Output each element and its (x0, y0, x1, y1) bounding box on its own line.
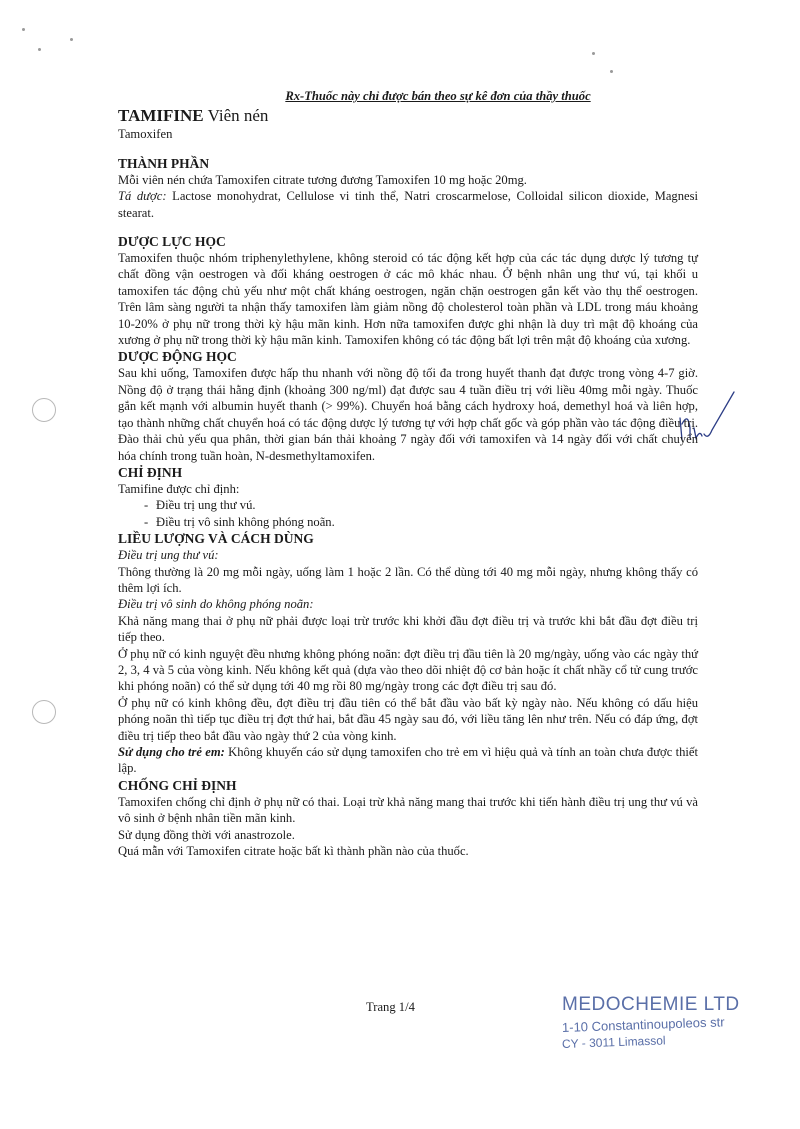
stamp-address-line2: CY - 3011 Limassol (561, 1033, 666, 1051)
stamp-company: MEDOCHEMIE LTD (562, 994, 740, 1015)
list-item-text: Điều trị ung thư vú. (156, 498, 256, 513)
scan-speck (38, 48, 41, 51)
pharmacodynamics-text: Tamoxifen thuộc nhóm triphenylethylene, không steroid có tác động kết hợp của các tác dụng dược lý tương tự chất đồng vận oestrogen và đối kháng oestrogen ở các mô khác nhau. Ở bệnh nhân ung thư vú, tại khối u tamoxifen tác động chủ yếu như một chất kháng oestrogen, ngăn chặn oestrogen gắn kết vào thụ thể oestrogen. Trên lâm sàng người ta nhận thấy tamoxifen làm giảm nồng độ cholesterol toàn phần và LDL trong máu khoảng 10-20% ở phụ nữ trong thời kỳ hậu mãn kinh. Hơn nữa tamoxifen được ghi nhận là duy trì mật độ khoáng của xương ở phụ nữ trong thời kỳ hậu mãn kinh. Tamoxifen không có tác động bất lợi trên mật độ khoáng của xương. (118, 251, 698, 348)
dosage-infertility-p1: Khả năng mang thai ở phụ nữ phải được loại trừ trước khi khởi đầu đợt điều trị và trước khi bắt đầu đợt điều trị tiếp theo. (118, 613, 698, 645)
section-heading-dosage: LIỀU LƯỢNG VÀ CÁCH DÙNG (118, 531, 314, 547)
section-heading-indications: CHỈ ĐỊNH (118, 464, 183, 480)
excipient-list: Lactose monohydrat, Cellulose vi tinh thể, Natri croscarmelose, Colloidal silicon dioxide, Magnesi stearat. (118, 189, 698, 220)
stamp-address-line1: 1-10 Constantinoupoleos str (561, 1014, 725, 1035)
page-number: Trang 1/4 (366, 1000, 415, 1014)
composition-text: Mỗi viên nén chứa Tamoxifen citrate tương đương Tamoxifen 10 mg hoặc 20mg. (118, 172, 527, 187)
section-heading-contraindications: CHỐNG CHỈ ĐỊNH (118, 777, 237, 793)
children-paragraph (118, 744, 698, 777)
section-heading-pharmacokinetics: DƯỢC ĐỘNG HỌC (118, 349, 237, 365)
children-text: Không khuyến cáo sử dụng tamoxifen cho trẻ em vì hiệu quả và tính an toàn chưa được thiết lập. (118, 745, 698, 776)
product-name: TAMIFINE (118, 106, 204, 126)
punch-hole-mark (32, 700, 56, 724)
dosage-infertility-p3: Ở phụ nữ có kinh không đều, đợt điều trị đầu tiên có thể bắt đầu vào bất kỳ ngày nào. Nếu không có dấu hiệu phóng noãn thì tiếp tục điều trị đợt thứ hai, bắt đầu 45 ngày sau đó, với liều tăng lên như trên. Nếu có đáp ứng, đợt điều trị tiếp theo bắt đầu vào ngày thứ 2 của vòng kinh. (118, 695, 698, 743)
excipients-paragraph (118, 188, 698, 221)
rx-notice: Rx-Thuốc này chỉ được bán theo sự kê đơn của thầy thuốc (285, 89, 591, 103)
excipient-label: Tá dược: (118, 189, 167, 204)
dosage-breast-label: Điều trị ung thư vú: (118, 548, 219, 563)
list-item (118, 514, 698, 530)
indications-intro: Tamifine được chỉ định: (118, 481, 240, 496)
contraindications-p3: Quá mẫn với Tamoxifen citrate hoặc bất kì thành phần nào của thuốc. (118, 844, 469, 859)
scan-speck (592, 52, 595, 55)
list-item-text: Điều trị vô sinh không phóng noãn. (156, 514, 335, 529)
section-heading-pharmacodynamics: DƯỢC LỰC HỌC (118, 234, 226, 250)
scan-speck (610, 70, 613, 73)
list-item (118, 497, 698, 513)
product-title (118, 106, 698, 126)
dosage-form: Viên nén (203, 106, 269, 126)
punch-hole-mark (32, 398, 56, 422)
contraindications-p1: Tamoxifen chống chỉ định ở phụ nữ có thai. Loại trừ khả năng mang thai trước khi tiến hành điều trị ung thư vú và vô sinh ở bệnh nhân tiền mãn kinh. (118, 794, 698, 826)
contraindications-p2: Sử dụng đồng thời với anastrozole. (118, 827, 295, 842)
children-label: Sử dụng cho trẻ em: (118, 745, 225, 759)
document-body (118, 88, 698, 859)
list-dash: - (144, 514, 149, 529)
scan-speck (22, 28, 25, 31)
dosage-infertility-label: Điều trị vô sinh do không phóng noãn: (118, 597, 314, 612)
dosage-infertility-p2: Ở phụ nữ có kinh nguyệt đều nhưng không phóng noãn: đợt điều trị đầu tiên là 20 mg/ngày, uống vào các ngày thứ 2, 3, 4 và 5 của vòng kinh. Nếu không kết quả (dựa vào theo dõi nhiệt độ cơ bản hoặc ít chất nhầy cổ tử cung trước khi phóng noãn) có thể sử dụng tới 40 mg rồi 80 mg/ngày trong các đợt điều trị sau đó. (118, 646, 698, 694)
dosage-breast-text: Thông thường là 20 mg mỗi ngày, uống làm 1 hoặc 2 lần. Có thể dùng tới 40 mg mỗi ngày, nhưng không thấy có thêm lợi ích. (118, 564, 698, 595)
list-dash: - (144, 498, 149, 513)
active-ingredient: Tamoxifen (118, 127, 173, 142)
section-heading-composition: THÀNH PHẦN (118, 155, 210, 171)
company-stamp (562, 994, 740, 1051)
scan-speck (70, 38, 73, 41)
pharmacokinetics-text: Sau khi uống, Tamoxifen được hấp thu nhanh với nồng độ tối đa trong huyết thanh đạt được trong vòng 4-7 giờ. Nồng độ ở trạng thái hằng định (khoảng 300 ng/ml) đạt được sau 4 tuần điều trị với liều 40mg mỗi ngày. Thuốc gắn kết mạnh với albumin huyết thanh (> 99%). Chuyển hoá bằng cách hydroxy hoá, demethyl hoá và liên hợp, tạo thành những chất chuyển hoá có tác động dược lý tương tự với hợp chất gốc và góp phần vào tác động điều trị. Đào thải chủ yếu qua phân, thời gian bán thải khoảng 7 ngày đối với tamoxifen và 14 ngày đối với chất chuyển hóa chính trong tuần hoàn, N-desmethyltamoxifen. (118, 366, 698, 463)
